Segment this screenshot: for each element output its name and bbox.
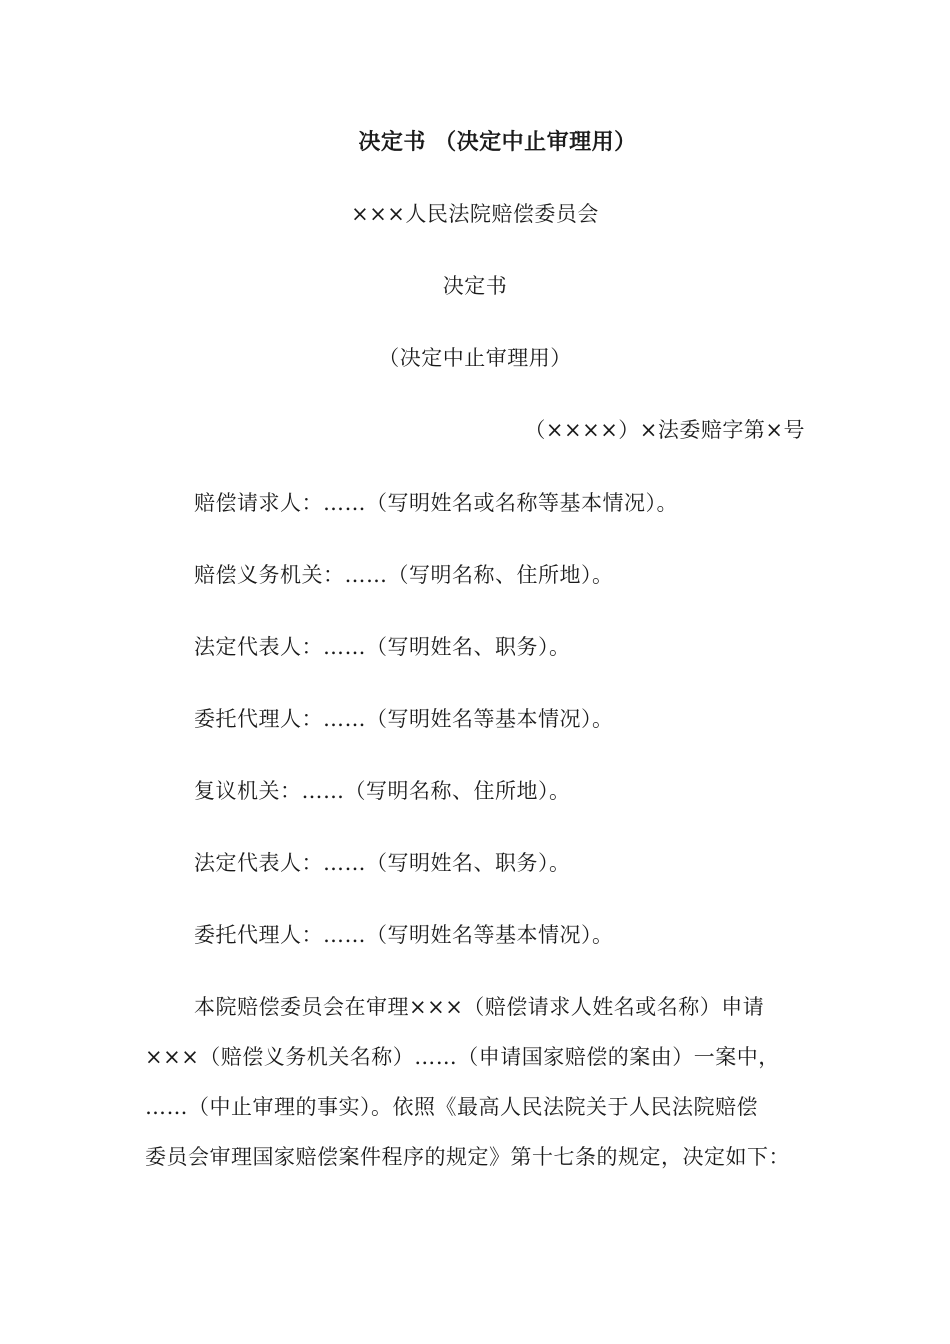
body-paragraph-line: 本院赔偿委员会在审理×××（赔偿请求人姓名或名称）申请 xyxy=(194,995,765,1019)
party-review-organ: 复议机关：……（写明名称、住所地）。 xyxy=(194,779,571,803)
court-name: ×××人民法院赔偿委员会 xyxy=(351,202,599,226)
party-obligor-agent: 委托代理人：……（写明姓名等基本情况）。 xyxy=(194,707,614,731)
document-type: 决定书 xyxy=(442,274,508,298)
party-review-agent: 委托代理人：……（写明姓名等基本情况）。 xyxy=(194,923,614,947)
case-number: （××××）×法委赔字第×号 xyxy=(524,418,805,442)
document-title: 决定书 （决定中止审理用） xyxy=(358,129,637,155)
party-obligor: 赔偿义务机关：……（写明名称、住所地）。 xyxy=(194,563,614,587)
body-paragraph-line: ……（中止审理的事实）。依照《最高人民法院关于人民法院赔偿 xyxy=(145,1095,758,1119)
party-obligor-representative: 法定代表人：……（写明姓名、职务）。 xyxy=(194,635,571,659)
party-review-representative: 法定代表人：……（写明姓名、职务）。 xyxy=(194,851,571,875)
document-purpose: （决定中止审理用） xyxy=(378,346,572,370)
body-paragraph-line: 委员会审理国家赔偿案件程序的规定》第十七条的规定，决定如下： xyxy=(145,1145,790,1169)
body-paragraph-line: ×××（赔偿义务机关名称）……（申请国家赔偿的案由）一案中， xyxy=(145,1045,780,1069)
party-claimant: 赔偿请求人：……（写明姓名或名称等基本情况）。 xyxy=(194,491,678,515)
